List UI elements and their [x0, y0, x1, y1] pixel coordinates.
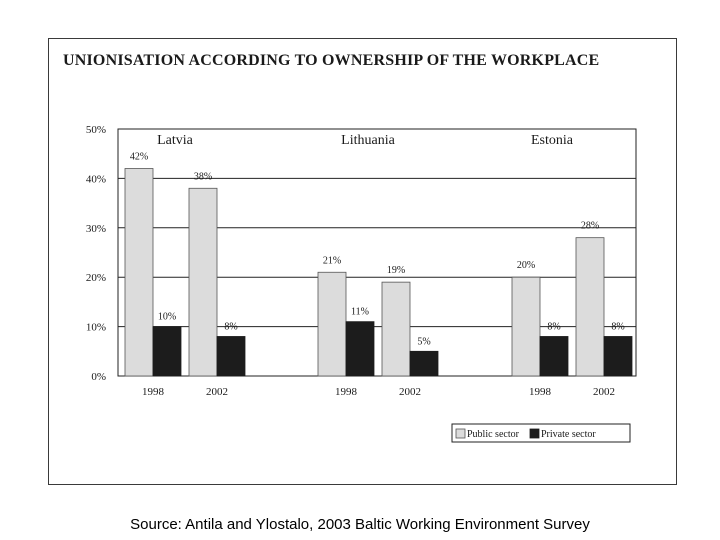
x-tick-label: 2002: [206, 386, 228, 398]
source-note: Source: Antila and Ylostalo, 2003 Baltic Working Environment Survey: [130, 516, 590, 533]
data-label-private: 8%: [611, 321, 625, 333]
data-label-public: 28%: [580, 220, 600, 232]
chart-title: UNIONISATION ACCORDING TO OWNERSHIP OF THE WORKPLACE: [63, 52, 600, 69]
x-tick-label: 2002: [399, 386, 421, 398]
bar-private-sector: [346, 322, 374, 376]
legend-label-private: Private sector: [541, 429, 596, 440]
bar-private-sector: [540, 336, 568, 376]
data-label-private: 10%: [157, 311, 177, 323]
data-label-public: 38%: [193, 171, 213, 183]
data-label-public: 20%: [516, 260, 536, 272]
legend-swatch-public: [456, 429, 465, 438]
x-tick-label: 1998: [142, 386, 164, 398]
country-label: Estonia: [531, 133, 573, 148]
y-tick-label: 50%: [85, 124, 106, 136]
x-tick-label: 1998: [335, 386, 357, 398]
data-label-public: 19%: [386, 265, 406, 277]
x-tick-label: 2002: [593, 386, 615, 398]
bar-private-sector: [604, 336, 632, 376]
bar-public-sector: [512, 277, 540, 376]
data-label-private: 8%: [224, 321, 238, 333]
data-label-private: 5%: [417, 336, 431, 348]
country-label: Lithuania: [341, 133, 395, 148]
bar-public-sector: [318, 272, 346, 376]
data-label-private: 11%: [351, 306, 369, 318]
legend-swatch-private: [530, 429, 539, 438]
legend-label-public: Public sector: [467, 429, 519, 440]
data-label-public: 21%: [322, 255, 342, 267]
bar-public-sector: [125, 169, 153, 376]
y-tick-label: 20%: [85, 272, 106, 285]
y-tick-label: 30%: [85, 222, 106, 235]
bar-public-sector: [382, 282, 410, 376]
data-label-public: 42%: [129, 151, 149, 163]
bar-public-sector: [576, 238, 604, 376]
y-tick-label: 0%: [91, 371, 106, 383]
bar-public-sector: [189, 188, 217, 376]
y-tick-label: 10%: [85, 321, 106, 334]
bar-private-sector: [410, 351, 438, 376]
bar-private-sector: [153, 327, 181, 376]
bar-private-sector: [217, 336, 245, 376]
x-tick-label: 1998: [529, 386, 551, 398]
data-label-private: 8%: [547, 321, 561, 333]
country-label: Latvia: [157, 133, 193, 148]
y-tick-label: 40%: [85, 173, 106, 186]
